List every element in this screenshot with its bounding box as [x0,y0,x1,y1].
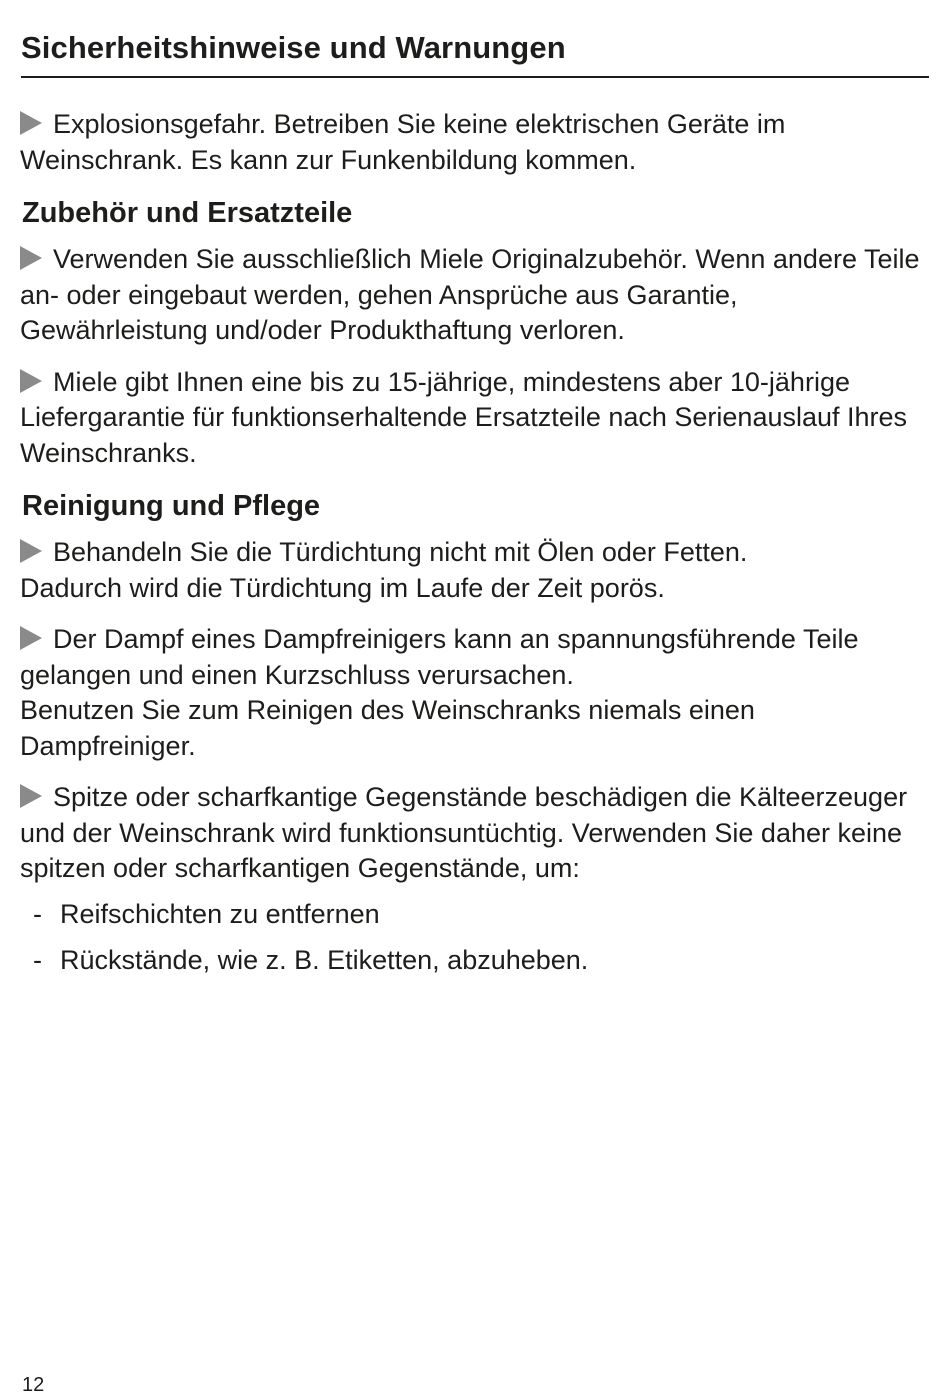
page-title: Sicherheitshinweise und Warnungen [21,30,566,65]
list-dash: - [33,945,42,975]
list-item [20,943,932,979]
list-item [20,897,932,933]
steam-cleaner-text-2: Benutzen Sie zum Reinigen des Weinschranks niemals einen Dampfreiniger. [20,695,755,761]
explosion-warning-text: Explosionsgefahr. Betreiben Sie keine elektrischen Geräte im Weinschrank. Es kann zur Funkenbildung kommen. [20,109,786,175]
sharp-objects-list [20,897,932,979]
section-heading-reinigung: Reinigung und Pflege [22,490,321,522]
page-content [20,107,932,990]
list-item-text: Rückstände, wie z. B. Etiketten, abzuheben. [60,945,589,975]
sharp-objects-text: Spitze oder scharfkantige Gegenstände beschädigen die Kälteerzeuger und der Weinschrank wird funktionsuntüchtig. Verwenden Sie daher keine spitzen oder scharfkantigen Gegenstände, um: [20,782,908,883]
list-dash: - [33,898,42,929]
triangle-right-icon [20,111,42,135]
triangle-right-icon [20,369,42,393]
door-seal-text-1: Behandeln Sie die Türdichtung nicht mit Ölen oder Fetten. [53,537,748,567]
triangle-right-icon [20,626,42,650]
list-item-text: Reifschichten zu entfernen [60,898,380,929]
original-parts-text: Verwenden Sie ausschließlich Miele Originalzubehör. Wenn andere Teile an- oder eingebaut werden, gehen Ansprüche aus Garantie, Gewährleistung und/oder Produkthaftung verloren. [20,244,920,345]
page-number: 12 [22,1374,45,1396]
triangle-right-icon [20,539,42,563]
title-divider [21,76,929,78]
steam-cleaner-warning [20,622,932,764]
triangle-right-icon [20,246,42,270]
steam-cleaner-text-1: Der Dampf eines Dampfreinigers kann an spannungsführende Teile gelangen und einen Kurzschluss verursachen. [20,624,859,690]
explosion-warning [20,107,932,178]
door-seal-warning [20,535,932,606]
door-seal-text-2: Dadurch wird die Türdichtung im Laufe der Zeit porös. [20,572,665,603]
spare-parts-text: Miele gibt Ihnen eine bis zu 15-jährige, mindestens aber 10-jährige Liefergarantie für funktionserhaltende Ersatzteile nach Serienauslauf Ihres Weinschranks. [20,366,908,468]
spare-parts-guarantee [20,365,932,472]
triangle-right-icon [20,784,42,808]
sharp-objects-warning [20,780,932,887]
section-heading-zubehoer: Zubehör und Ersatzteile [22,197,353,229]
original-parts-warning [20,242,932,349]
